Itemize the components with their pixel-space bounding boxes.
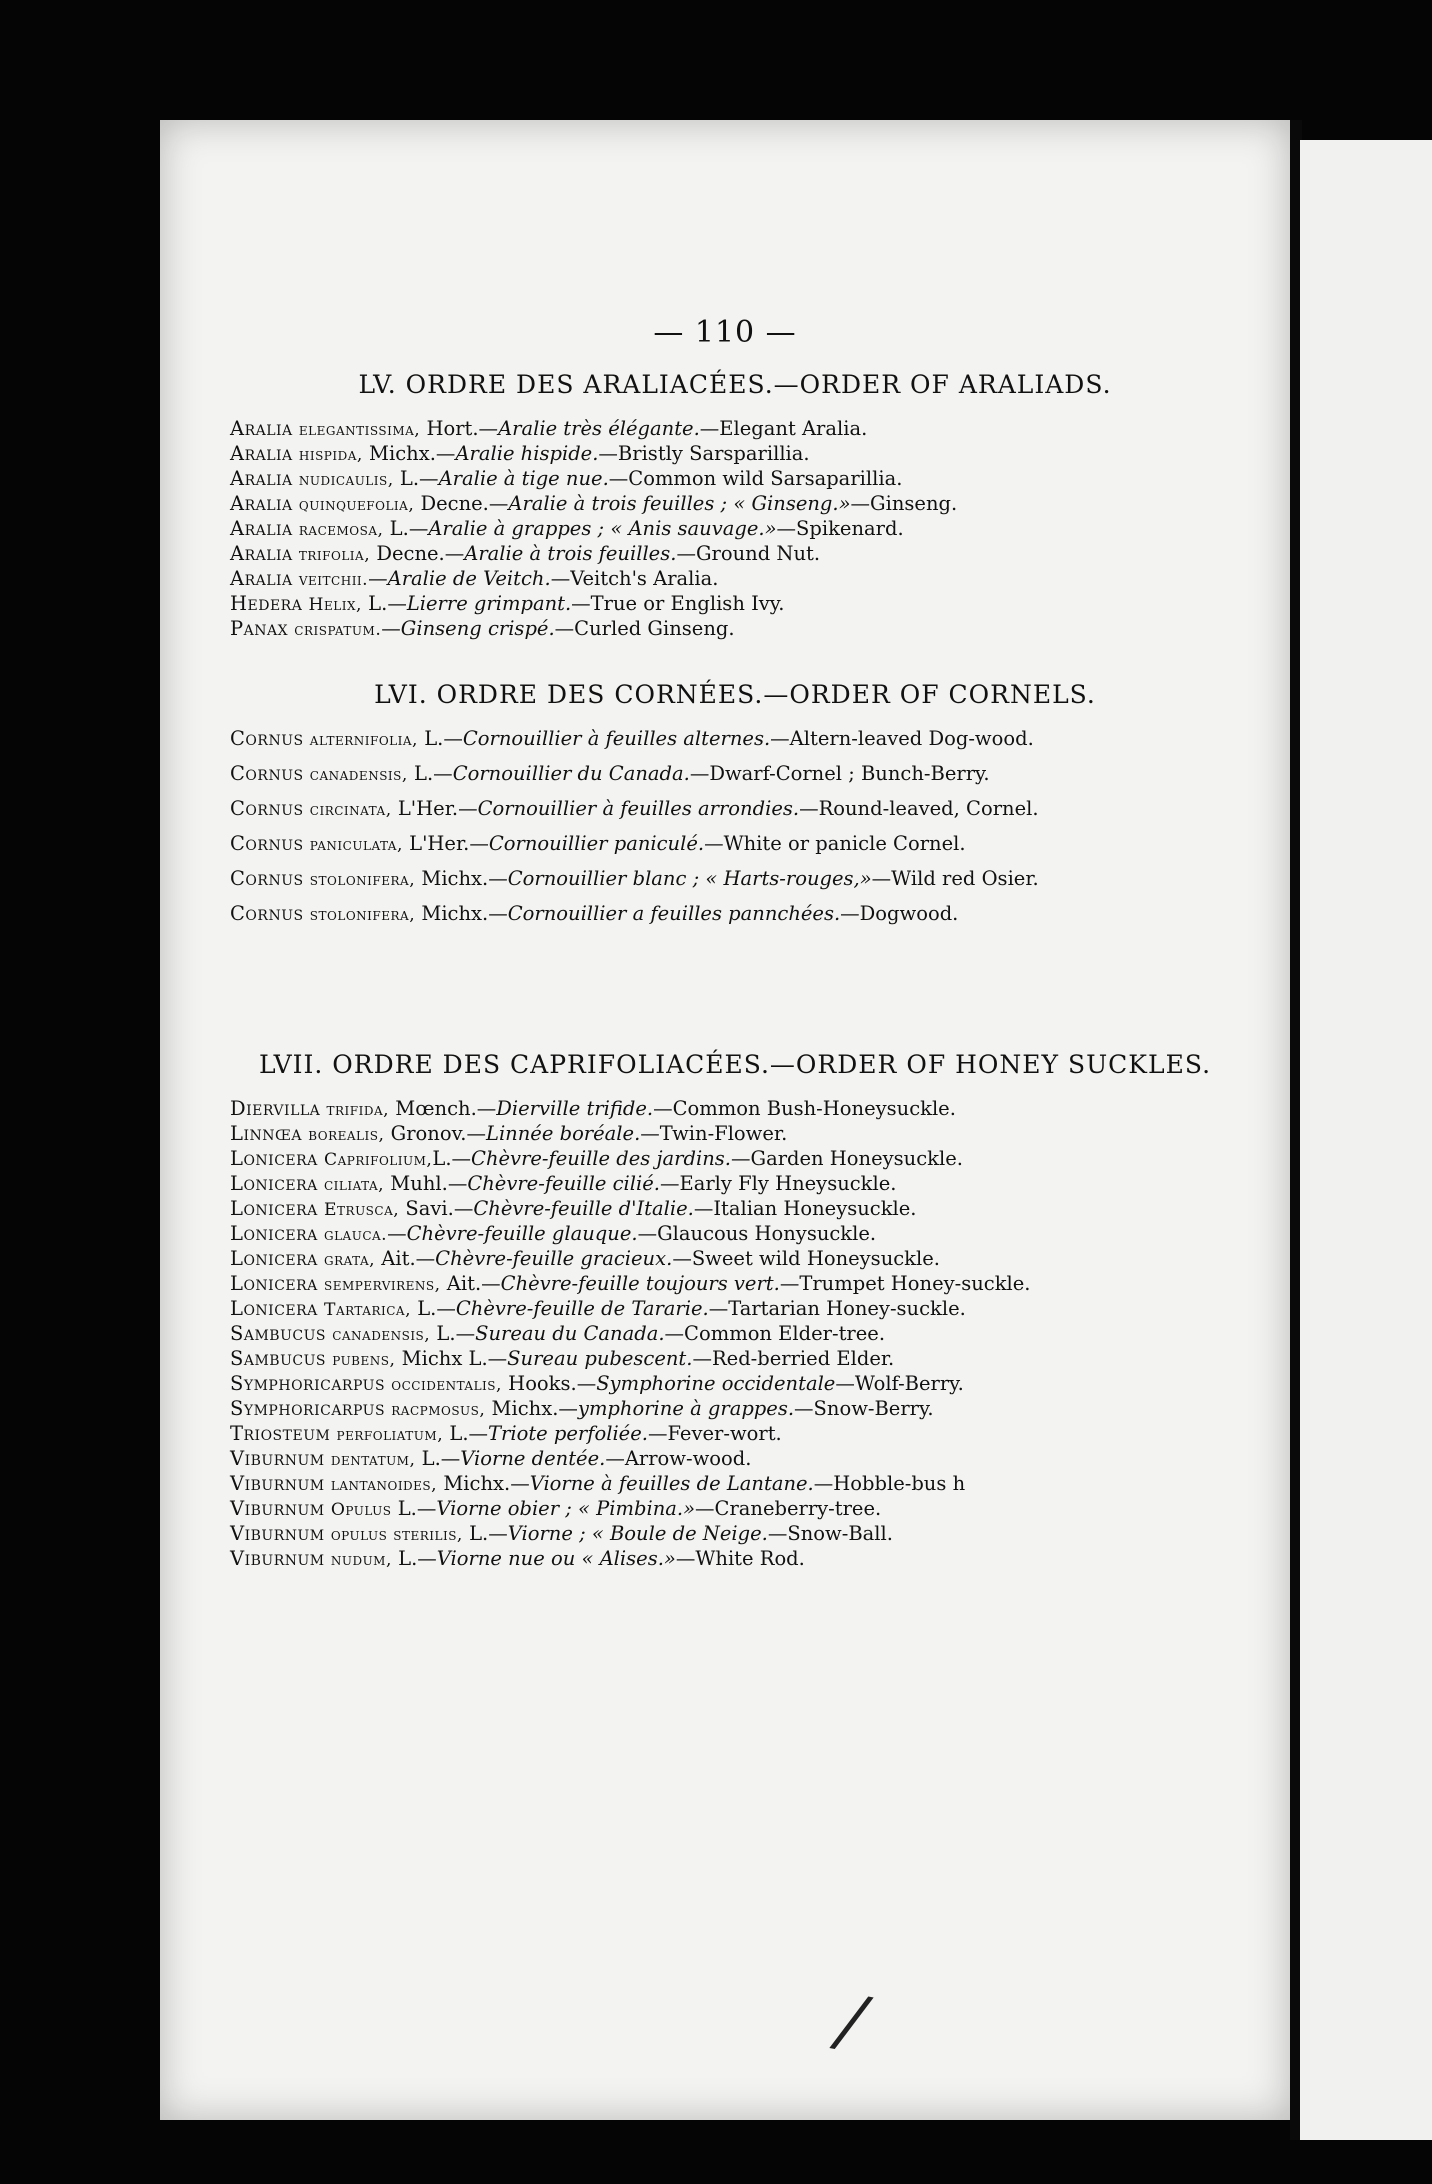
english-name: —Spikenard.: [776, 517, 904, 540]
species-entry: [230, 1397, 1240, 1422]
species-epithet: alternifolia,: [309, 730, 418, 750]
species-entry: [230, 417, 1240, 442]
species-epithet: paniculata,: [309, 835, 403, 855]
french-name: Viorne ; « Boule de Neige.: [507, 1522, 768, 1545]
species-entry: [230, 1472, 1240, 1497]
species-entry: [230, 762, 1240, 787]
french-name: Symphorine occidentale: [596, 1372, 836, 1395]
species-entry: [230, 1122, 1240, 1147]
author-citation: Savi.—: [399, 1197, 474, 1220]
author-citation: Ait.—: [375, 1247, 436, 1270]
author-citation: Hooks.—: [501, 1372, 597, 1395]
genus-name: Aralia: [230, 492, 293, 515]
species-entry: [230, 867, 1240, 892]
genus-name: Aralia: [230, 467, 293, 490]
english-name: —Snow-Berry.: [794, 1397, 934, 1420]
adjacent-page: [1300, 140, 1432, 2140]
french-name: Chèvre-feuille gracieux.: [435, 1247, 673, 1270]
french-name: Aralie très élégante.: [498, 417, 700, 440]
entry-list: [230, 1097, 1240, 1572]
species-epithet: crispatum.: [294, 620, 382, 640]
species-epithet: ciliata,: [324, 1175, 385, 1195]
french-name: Cornouillier à feuilles arrondies.: [477, 797, 800, 820]
species-epithet: Helix,: [308, 595, 362, 615]
french-name: Ginseng crispé.: [400, 617, 555, 640]
book-page: [160, 120, 1290, 2120]
french-name: Aralie à grappes ; « Anis sauvage.»: [428, 517, 777, 540]
author-citation: L.—: [432, 1147, 472, 1170]
author-citation: —: [387, 1222, 407, 1245]
genus-name: Cornus: [230, 762, 304, 785]
french-name: ymphorine à grappes.: [577, 1397, 795, 1420]
genus-name: Aralia: [230, 417, 293, 440]
species-entry: [230, 617, 1240, 642]
author-citation: L.—: [430, 1322, 476, 1345]
english-name: —Curled Ginseng.: [554, 617, 735, 640]
author-citation: Muhl.—: [384, 1172, 468, 1195]
genus-name: Viburnum: [230, 1472, 325, 1495]
english-name: —Common Elder-tree.: [664, 1322, 886, 1345]
french-name: Viorne obier ; « Pimbina.»: [436, 1497, 696, 1520]
author-citation: L.—: [462, 1522, 508, 1545]
french-name: Cornouillier blanc ; « Harts-rouges,»: [507, 867, 872, 890]
species-epithet: lantanoides,: [330, 1475, 438, 1495]
genus-name: Viburnum: [230, 1522, 325, 1545]
genus-name: Cornus: [230, 832, 304, 855]
french-name: Aralie de Veitch.: [387, 567, 551, 590]
species-entry: [230, 517, 1240, 542]
english-name: —White or panicle Cornel.: [704, 832, 966, 855]
english-name: —Wild red Osier.: [871, 867, 1039, 890]
french-name: Chèvre-feuille d'Italie.: [473, 1197, 694, 1220]
author-citation: L.—: [361, 592, 407, 615]
author-citation: Michx.—: [415, 867, 508, 890]
english-name: —Common wild Sarsaparillia.: [608, 467, 903, 490]
species-epithet: occidentalis,: [391, 1375, 502, 1395]
english-name: —Wolf-Berry.: [835, 1372, 964, 1395]
genus-name: Lonicera: [230, 1297, 318, 1320]
genus-name: Aralia: [230, 442, 293, 465]
species-entry: [230, 592, 1240, 617]
page-number: — 110 —: [653, 315, 797, 350]
author-citation: L.—: [383, 517, 429, 540]
species-epithet: nudicaulis,: [298, 470, 394, 490]
species-epithet: canadensis,: [309, 765, 408, 785]
author-citation: Michx.—: [415, 902, 508, 925]
author-citation: Michx.—: [362, 442, 456, 465]
species-epithet: Opulus: [330, 1500, 392, 1520]
english-name: —Craneberry-tree.: [695, 1497, 882, 1520]
species-epithet: dentatum,: [330, 1450, 416, 1470]
species-epithet: canadensis,: [332, 1325, 431, 1345]
genus-name: Lonicera: [230, 1222, 318, 1245]
french-name: Dierville trifide.: [496, 1097, 654, 1120]
english-name: —Sweet wild Honeysuckle.: [672, 1247, 940, 1270]
species-epithet: stolonifera,: [309, 905, 416, 925]
section-araliaceae: [230, 370, 1240, 642]
species-entry: [230, 1372, 1240, 1397]
author-citation: Michx.—: [485, 1397, 578, 1420]
species-entry: [230, 797, 1240, 822]
english-name: —Glaucous Honysuckle.: [637, 1222, 877, 1245]
genus-name: Cornus: [230, 867, 304, 890]
french-name: Viorne nue ou « Alises.»: [436, 1547, 676, 1570]
english-name: —Common Bush-Honeysuckle.: [653, 1097, 956, 1120]
species-entry: [230, 467, 1240, 492]
species-epithet: stolonifera,: [309, 870, 416, 890]
author-citation: Ait.—: [440, 1272, 501, 1295]
species-epithet: racemosa,: [298, 520, 384, 540]
section-heading: LVII. ORDRE DES CAPRIFOLIACÉES.—ORDER OF HONEY SUCKLES.: [258, 1050, 1212, 1079]
english-name: —Red-berried Elder.: [692, 1347, 895, 1370]
species-entry: [230, 727, 1240, 752]
genus-name: Aralia: [230, 517, 293, 540]
author-citation: L.—: [415, 1447, 461, 1470]
author-citation: —: [381, 617, 401, 640]
english-name: —Fever-wort.: [647, 1422, 782, 1445]
section-heading: LV. ORDRE DES ARALIACÉES.—ORDER OF ARALIADS.: [358, 370, 1112, 399]
english-name: —Bristly Sarsparillia.: [598, 442, 810, 465]
genus-name: Linnœa: [230, 1122, 303, 1145]
english-name: —Italian Honeysuckle.: [693, 1197, 917, 1220]
species-entry: [230, 1497, 1240, 1522]
species-epithet: borealis,: [308, 1125, 385, 1145]
species-entry: [230, 1172, 1240, 1197]
species-epithet: grata,: [324, 1250, 376, 1270]
species-epithet: opulus sterilis,: [330, 1525, 463, 1545]
author-citation: Michx.—: [437, 1472, 530, 1495]
author-citation: L'Her.—: [391, 797, 478, 820]
english-name: —Twin-Flower.: [640, 1122, 788, 1145]
genus-name: Lonicera: [230, 1147, 318, 1170]
species-entry: [230, 1147, 1240, 1172]
species-epithet: Tartarica,: [324, 1300, 412, 1320]
french-name: Chèvre-feuille glauque.: [406, 1222, 638, 1245]
english-name: —Trumpet Honey-suckle.: [779, 1272, 1031, 1295]
species-epithet: perfoliatum,: [336, 1425, 444, 1445]
margin-mark: /: [833, 1978, 871, 2064]
french-name: Cornouillier à feuilles alternes.: [462, 727, 771, 750]
species-epithet: nudum,: [330, 1550, 392, 1570]
genus-name: Sambucus: [230, 1322, 326, 1345]
genus-name: Aralia: [230, 542, 293, 565]
author-citation: L.—: [418, 727, 463, 750]
genus-name: Lonicera: [230, 1172, 318, 1195]
author-citation: L'Her.—: [402, 832, 489, 855]
genus-name: Aralia: [230, 567, 293, 590]
species-epithet: quinquefolia,: [298, 495, 415, 515]
french-name: Sureau du Canada.: [475, 1322, 665, 1345]
genus-name: Viburnum: [230, 1447, 325, 1470]
species-epithet: pubens,: [332, 1350, 396, 1370]
english-name: —Dwarf-Cornel ; Bunch-Berry.: [689, 762, 990, 785]
french-name: Aralie hispide.: [455, 442, 599, 465]
section-heading: LVI. ORDRE DES CORNÉES.—ORDER OF CORNELS.: [374, 680, 1096, 709]
genus-name: Triosteum: [230, 1422, 331, 1445]
author-citation: Michx L.—: [395, 1347, 508, 1370]
french-name: Viorne à feuilles de Lantane.: [529, 1472, 814, 1495]
species-entry: [230, 1322, 1240, 1347]
english-name: —Ginseng.: [850, 492, 958, 515]
french-name: Aralie à trois feuilles.: [464, 542, 677, 565]
author-citation: Gronov.—: [384, 1122, 486, 1145]
french-name: Chèvre-feuille cilié.: [467, 1172, 660, 1195]
french-name: Cornouillier paniculé.: [488, 832, 705, 855]
species-entry: [230, 1297, 1240, 1322]
french-name: Chèvre-feuille des jardins.: [471, 1147, 731, 1170]
species-entry: [230, 1222, 1240, 1247]
genus-name: Hedera: [230, 592, 303, 615]
english-name: —Altern-leaved Dog-wood.: [770, 727, 1034, 750]
species-entry: [230, 1522, 1240, 1547]
species-entry: [230, 1447, 1240, 1472]
author-citation: Hort.—: [420, 417, 499, 440]
french-name: Cornouillier du Canada.: [452, 762, 690, 785]
french-name: Chèvre-feuille de Tararie.: [455, 1297, 709, 1320]
species-entry: [230, 542, 1240, 567]
author-citation: L.—: [393, 467, 439, 490]
english-name: —Elegant Aralia.: [699, 417, 868, 440]
french-name: Viorne dentée.: [460, 1447, 606, 1470]
species-epithet: Etrusca,: [324, 1200, 400, 1220]
author-citation: L.—: [411, 1297, 456, 1320]
genus-name: Lonicera: [230, 1247, 318, 1270]
genus-name: Cornus: [230, 797, 304, 820]
french-name: Chèvre-feuille toujours vert.: [500, 1272, 780, 1295]
genus-name: Panax: [230, 617, 289, 640]
english-name: —Tartarian Honey-suckle.: [708, 1297, 966, 1320]
species-entry: [230, 567, 1240, 592]
genus-name: Diervilla: [230, 1097, 321, 1120]
french-name: Cornouillier a feuilles pannchées.: [507, 902, 841, 925]
species-epithet: Caprifolium,: [324, 1150, 433, 1170]
species-entry: [230, 1097, 1240, 1122]
author-citation: —: [368, 567, 388, 590]
english-name: —Ground Nut.: [676, 542, 821, 565]
author-citation: L.—: [391, 1547, 437, 1570]
author-citation: L.—: [443, 1422, 489, 1445]
entry-list: [230, 417, 1240, 642]
species-epithet: circinata,: [309, 800, 392, 820]
author-citation: Decne.—: [370, 542, 465, 565]
species-entry: [230, 1547, 1240, 1572]
species-epithet: trifida,: [326, 1100, 390, 1120]
species-entry: [230, 442, 1240, 467]
genus-name: Lonicera: [230, 1272, 318, 1295]
section-caprifoliaceae: [230, 1050, 1240, 1572]
english-name: —Early Fly Hneysuckle.: [659, 1172, 897, 1195]
english-name: —Dogwood.: [840, 902, 959, 925]
species-epithet: racpmosus,: [391, 1400, 486, 1420]
species-epithet: elegantissima,: [298, 420, 421, 440]
genus-name: Viburnum: [230, 1547, 325, 1570]
english-name: —True or English Ivy.: [571, 592, 785, 615]
species-entry: [230, 1197, 1240, 1222]
species-entry: [230, 832, 1240, 857]
species-entry: [230, 492, 1240, 517]
species-epithet: veitchii.: [298, 570, 369, 590]
species-entry: [230, 1422, 1240, 1447]
species-entry: [230, 1247, 1240, 1272]
species-epithet: trifolia,: [298, 545, 371, 565]
species-entry: [230, 1347, 1240, 1372]
species-epithet: sempervirens,: [324, 1275, 441, 1295]
french-name: Sureau pubescent.: [507, 1347, 693, 1370]
species-entry: [230, 1272, 1240, 1297]
english-name: —Round-leaved, Cornel.: [799, 797, 1039, 820]
entry-list: [230, 727, 1240, 927]
genus-name: Cornus: [230, 902, 304, 925]
author-citation: L.—: [391, 1497, 437, 1520]
french-name: Triote perfoliée.: [488, 1422, 648, 1445]
author-citation: Mœnch.—: [389, 1097, 497, 1120]
french-name: Aralie à trois feuilles ; « Ginseng.»: [508, 492, 851, 515]
genus-name: Symphoricarpus: [230, 1372, 386, 1395]
english-name: —Hobble-bus h: [813, 1472, 966, 1495]
genus-name: Cornus: [230, 727, 304, 750]
english-name: —Arrow-wood.: [605, 1447, 752, 1470]
english-name: —Snow-Ball.: [767, 1522, 893, 1545]
french-name: Aralie à tige nue.: [438, 467, 609, 490]
species-entry: [230, 902, 1240, 927]
english-name: —White Rod.: [675, 1547, 805, 1570]
genus-name: Symphoricarpus: [230, 1397, 386, 1420]
species-epithet: hispida,: [298, 445, 363, 465]
english-name: —Garden Honeysuckle.: [731, 1147, 963, 1170]
author-citation: Decne.—: [414, 492, 509, 515]
english-name: —Veitch's Aralia.: [550, 567, 719, 590]
french-name: Linnée boréale.: [486, 1122, 641, 1145]
author-citation: L.—: [407, 762, 453, 785]
species-epithet: glauca.: [324, 1225, 388, 1245]
section-corneae: [230, 680, 1240, 937]
genus-name: Lonicera: [230, 1197, 318, 1220]
genus-name: Viburnum: [230, 1497, 325, 1520]
french-name: Lierre grimpant.: [406, 592, 572, 615]
genus-name: Sambucus: [230, 1347, 326, 1370]
